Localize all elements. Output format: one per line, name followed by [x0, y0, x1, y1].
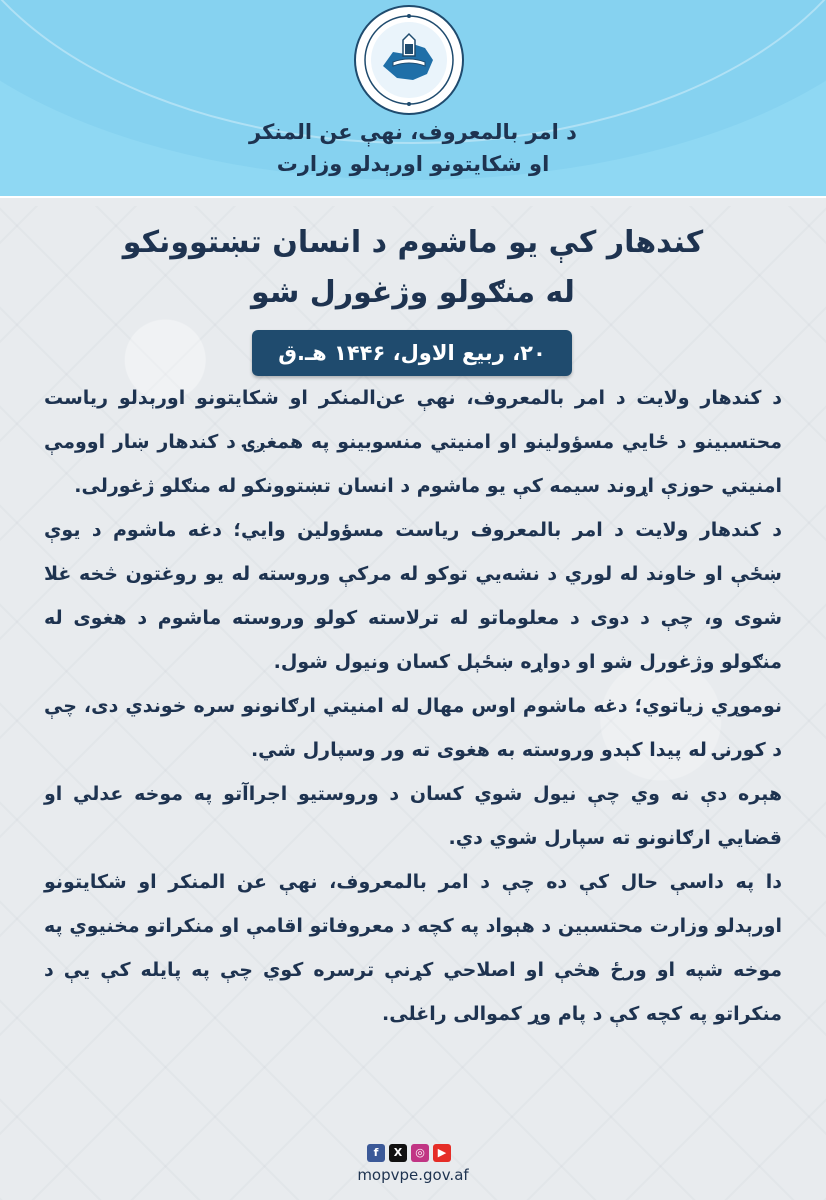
header-divider	[0, 196, 826, 206]
ministry-name	[0, 116, 826, 180]
article-body	[44, 376, 782, 1036]
headline-line-2: له منګولو وژغورل شو	[251, 275, 575, 310]
header-band	[0, 0, 826, 200]
x-icon[interactable]: X	[389, 1144, 407, 1162]
website-link[interactable]: mopvpe.gov.af	[357, 1166, 469, 1184]
paragraph-4: هېره دې نه وي چې نیول شوي کسان د وروستیو اجراآتو په موخه عدلي او قضایي ارګانونو ته سپارل شوي دي.	[44, 783, 782, 849]
ministry-emblem-icon	[353, 4, 465, 116]
ministry-name-line-1: د امر بالمعروف، نهې عن المنكر	[249, 120, 577, 144]
paragraph-2: د کندهار ولایت د امر بالمعروف ریاست مسؤولین وایي؛ دغه ماشوم د یوې ښځې او خاوند له لوري د نشه‌یي توکو له مرکې وروسته له یو روغتون څخه غلا شوی و، چې د دوی د معلوماتو له ترلاسته کولو وروسته ماشوم د هغوی له منګولو وژغورل شو او دواړه ښځېل کسان ونیول شول.	[44, 519, 782, 673]
ministry-name-line-2: او شكايتونو اورېدلو وزارت	[276, 152, 550, 176]
date-badge: ۲۰، ربیع الاول، ۱۴۴۶ هـ.ق	[252, 330, 572, 376]
article-headline	[60, 218, 766, 318]
instagram-icon[interactable]: ◎	[411, 1144, 429, 1162]
paragraph-1: د کندهار ولایت د امر بالمعروف، نهې عن‌المنکر او شکایتونو اورېدلو ریاست محتسبینو د ځایي مسؤولینو او امنیتي منسوبینو په همغږۍ د کندهار ښار اوومې امنیتي حوزې اړوند سیمه کې یو ماشوم د انسان تښتوونکو له منګلو ژغورلی.	[44, 387, 782, 497]
youtube-icon[interactable]: ▶	[433, 1144, 451, 1162]
paragraph-5: دا په داسې حال کې ده چې د امر بالمعروف، نهې عن المنکر او شکایتونو اورېدلو وزارت محتسبین د هېواد په کچه د معروفاتو اقامې او منکراتو مخنیوي په موخه شپه او ورځ هڅې او اصلاحي کړنې ترسره کوي چې په پایله کې یې د منکراتو په کچه کې د پام وړ کموالی راغلی.	[44, 871, 782, 1025]
social-links	[367, 1144, 451, 1162]
paragraph-3: نوموړي زیاتوي؛ دغه ماشوم اوس مهال له امنیتي ارګانونو سره خوندي دی، چې د کورنۍ له پیدا کېدو وروسته به هغوی ته ور وسپارل شي.	[44, 695, 782, 761]
facebook-icon[interactable]: f	[367, 1144, 385, 1162]
headline-line-1: کندهار کې یو ماشوم د انسان تښتوونکو	[122, 225, 704, 260]
